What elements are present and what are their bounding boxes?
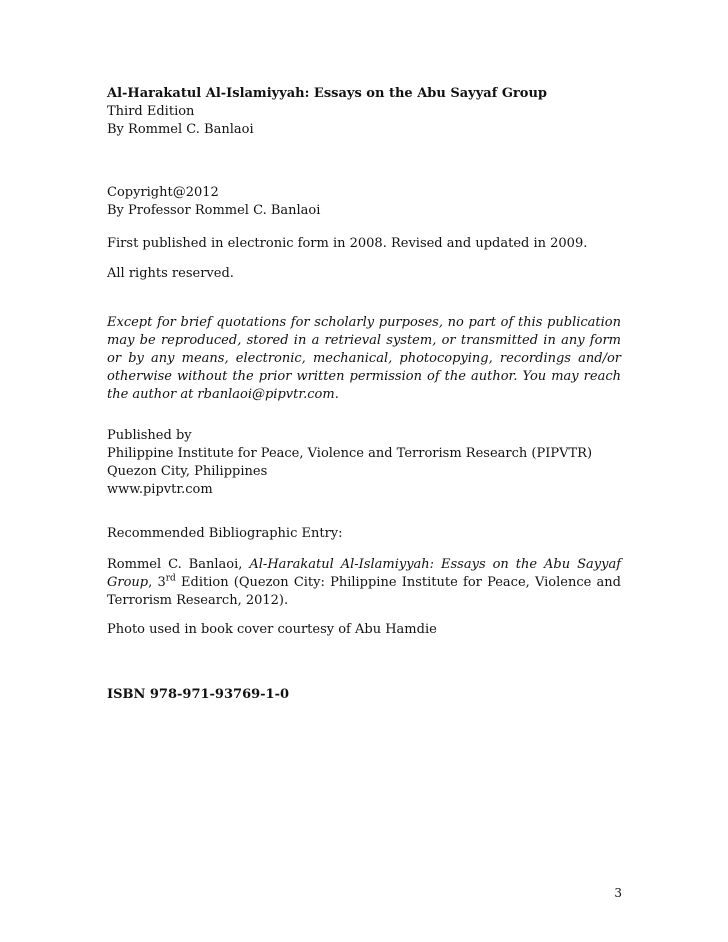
bib-edition-number: , 3 xyxy=(148,575,166,590)
publication-history: First published in electronic form in 2008. Revised and updated in 2009. xyxy=(107,236,588,251)
bibliographic-entry xyxy=(107,556,621,610)
publisher-website: www.pipvtr.com xyxy=(107,482,213,497)
photo-credit-block xyxy=(107,621,621,639)
isbn: ISBN 978-971-93769-1-0 xyxy=(107,687,290,702)
publisher-name: Philippine Institute for Peace, Violence and Terrorism Research (PIPVTR) xyxy=(107,446,593,461)
bib-publication-details: Edition (Quezon City: Philippine Institute for Peace, Violence and Terrorism Research, 2012). xyxy=(107,575,621,608)
rights-block xyxy=(107,265,621,283)
author-line: By Rommel C. Banlaoi xyxy=(107,122,254,137)
book-title: Al-Harakatul Al-Islamiyyah: Essays on the Abu Sayyaf Group xyxy=(107,86,547,101)
copyright-holder: By Professor Rommel C. Banlaoi xyxy=(107,203,321,218)
page-number: 3 xyxy=(614,886,622,900)
title-block xyxy=(107,85,621,139)
edition-line: Third Edition xyxy=(107,104,195,119)
publication-note xyxy=(107,235,621,253)
bibliographic-heading: Recommended Bibliographic Entry: xyxy=(107,526,343,541)
bib-author: Rommel C. Banlaoi, xyxy=(107,557,250,572)
bibliographic-heading-block xyxy=(107,525,621,543)
permission-notice: Except for brief quotations for scholarly purposes, no part of this publication may be reproduced, stored in a retrieval system, or transmitted in any form or by any means, electronic, mechanical, photocopying, recordings and/or otherwise without the prior written permission of the author. You may reach the author at rbanlaoi@pipvtr.com. xyxy=(107,315,621,402)
isbn-block xyxy=(107,686,621,704)
photo-credit: Photo used in book cover courtesy of Abu Hamdie xyxy=(107,622,437,637)
bib-title: Al-Harakatul Al-Islamiyyah: Essays on the Abu Sayyaf Group xyxy=(107,557,622,590)
rights-statement: All rights reserved. xyxy=(107,266,234,281)
bib-edition-suffix: rd xyxy=(165,573,176,584)
published-by-label: Published by xyxy=(107,428,192,443)
copyright-line: Copyright@2012 xyxy=(107,185,219,200)
publisher-location: Quezon City, Philippines xyxy=(107,464,268,479)
copyright-block xyxy=(107,184,621,220)
publisher-block xyxy=(107,427,621,499)
